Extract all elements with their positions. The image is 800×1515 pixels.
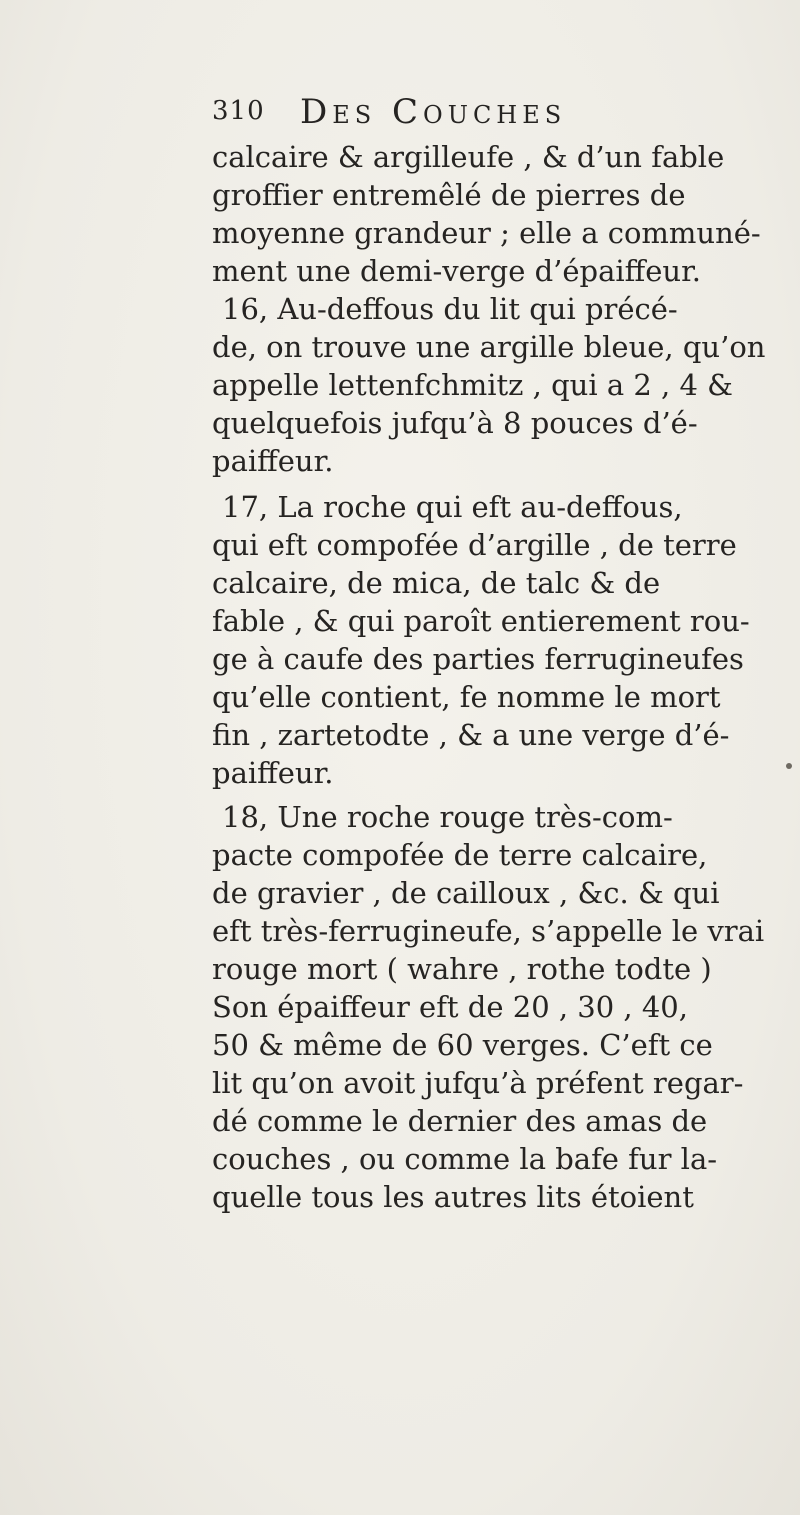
text-line: 18, Une roche rouge très-com- (222, 800, 673, 834)
text-line: 17, La roche qui eft au-deffous, (222, 490, 683, 524)
text-line: quelle tous les autres lits étoient (212, 1180, 694, 1214)
text-line: groffier entremêlé de pierres de (212, 178, 686, 212)
text-line: paiffeur. (212, 444, 334, 478)
text-line: 16, Au-deffous du lit qui précé- (222, 292, 678, 326)
text-line: qui eft compofée d’argille , de terre (212, 528, 737, 562)
text-line: appelle lettenfchmitz , qui a 2 , 4 & (212, 368, 733, 402)
text-line: ment une demi-verge d’épaiffeur. (212, 254, 702, 288)
text-line: dé comme le dernier des amas de (212, 1104, 708, 1138)
text-line: ge à caufe des parties ferrugineufes (212, 642, 744, 676)
text-line: quelquefois jufqu’à 8 pouces d’é- (212, 406, 698, 440)
text-line: fin , zartetodte , & a une verge d’é- (212, 718, 730, 752)
text-line: de, on trouve une argille bleue, qu’on (212, 330, 766, 364)
section-title: Des Couches (300, 92, 567, 132)
text-line: couches , ou comme la bafe fur la- (212, 1142, 718, 1176)
text-line: qu’elle contient, fe nomme le mort (212, 680, 721, 714)
text-line: Son épaiffeur eft de 20 , 30 , 40, (212, 990, 688, 1024)
text-line: 50 & même de 60 verges. C’eft ce (212, 1028, 713, 1062)
text-line: paiffeur. (212, 756, 334, 790)
running-head (212, 92, 772, 136)
ink-speck-mark (786, 763, 792, 769)
text-line: calcaire, de mica, de talc & de (212, 566, 661, 600)
text-line: lit qu’on avoit jufqu’à préfent regar- (212, 1066, 744, 1100)
text-line: moyenne grandeur ; elle a communé- (212, 216, 761, 250)
text-line: calcaire & argilleufe , & d’un fable (212, 140, 725, 174)
text-line: eft très-ferrugineufe, s’appelle le vrai (212, 914, 765, 948)
text-line: pacte compofée de terre calcaire, (212, 838, 708, 872)
text-line: rouge mort ( wahre , rothe todte ) (212, 952, 712, 986)
text-line: de gravier , de cailloux , &c. & qui (212, 876, 720, 910)
text-line: fable , & qui paroît entierement rou- (212, 604, 750, 638)
page-number: 310 (212, 96, 265, 126)
